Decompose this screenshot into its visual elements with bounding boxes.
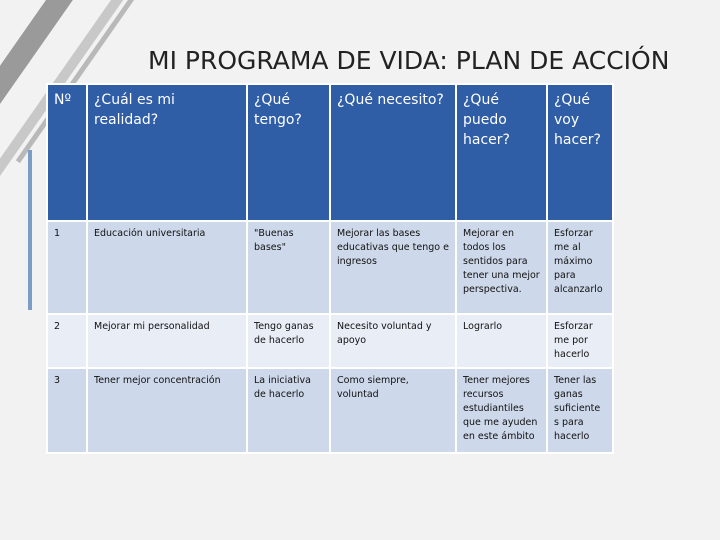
table-row (47, 314, 613, 368)
table-cell: Tener mejores recursos estudiantiles que me ayuden en este ámbito (456, 368, 547, 453)
table-cell: Educación universitaria (87, 221, 247, 314)
table-cell: Mejorar las bases educativas que tengo e ingresos (330, 221, 456, 314)
table-cell: Tener mejor concentración (87, 368, 247, 453)
table-cell: Mejorar en todos los sentidos para tener una mejor perspectiva. (456, 221, 547, 314)
table-cell: Esforzar me por hacerlo (547, 314, 613, 368)
slide-title: MI PROGRAMA DE VIDA: PLAN DE ACCIÓN (148, 46, 670, 75)
header-will-do: ¿Qué voy hacer? (547, 84, 613, 221)
decorative-stripe (28, 150, 32, 310)
table-row (47, 368, 613, 453)
table-cell: Necesito voluntad y apoyo (330, 314, 456, 368)
header-need: ¿Qué necesito? (330, 84, 456, 221)
table-row (47, 221, 613, 314)
header-number: Nº (47, 84, 87, 221)
header-have: ¿Qué tengo? (247, 84, 330, 221)
table-cell: Lograrlo (456, 314, 547, 368)
table-cell: La iniciativa de hacerlo (247, 368, 330, 453)
table-cell: Tener las ganas suficiente s para hacerlo (547, 368, 613, 453)
header-reality: ¿Cuál es mi realidad? (87, 84, 247, 221)
action-plan-table (46, 83, 614, 454)
table-cell: Como siempre, voluntad (330, 368, 456, 453)
table-cell: Tengo ganas de hacerlo (247, 314, 330, 368)
table-cell: 2 (47, 314, 87, 368)
table-header-row (47, 84, 613, 221)
header-can-do: ¿Qué puedo hacer? (456, 84, 547, 221)
table-cell: 1 (47, 221, 87, 314)
table-cell: Esforzar me al máximo para alcanzarlo (547, 221, 613, 314)
table-cell: 3 (47, 368, 87, 453)
table-cell: Mejorar mi personalidad (87, 314, 247, 368)
table-cell: "Buenas bases" (247, 221, 330, 314)
